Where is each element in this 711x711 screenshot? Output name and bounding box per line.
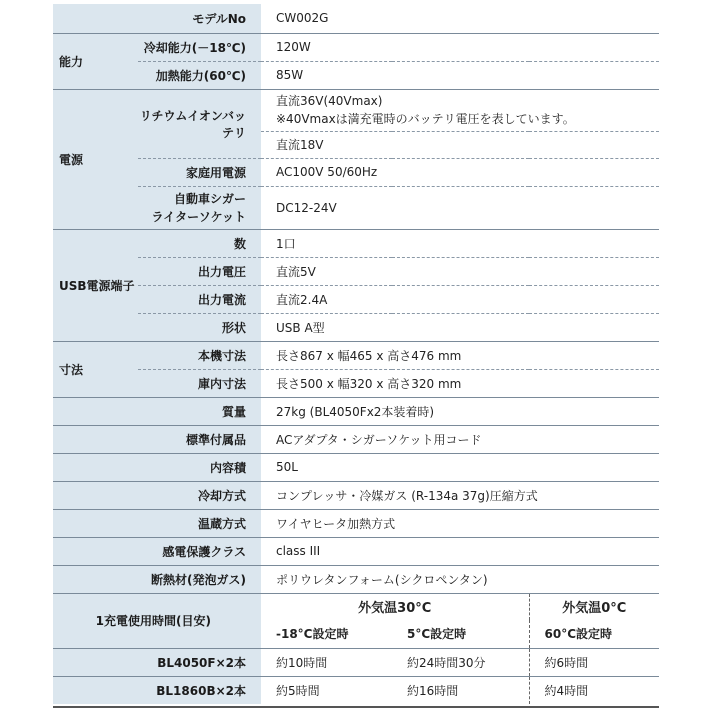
accessories-label: 標準付属品 (53, 425, 261, 453)
runtime-cell: 約24時間30分 (392, 648, 529, 676)
cooling-method-label: 冷却方式 (53, 481, 261, 509)
row-runtime-header (53, 593, 659, 620)
spec-table (53, 4, 659, 704)
cooling-capacity-value: 120W (261, 33, 659, 61)
usb-current-label: 出力電流 (138, 285, 261, 313)
row-battery-36v (53, 89, 659, 131)
runtime-header-30c: 外気温30°C (358, 601, 432, 617)
battery-value-line2: ※40Vmaxは満充電時のバッテリ電圧を表しています。 (276, 112, 575, 126)
car-socket-value: DC12-24V (261, 186, 659, 229)
row-heating-capacity (53, 61, 659, 89)
household-power-label: 家庭用電源 (138, 158, 261, 186)
row-mass (53, 397, 659, 425)
usb-count-label: 数 (138, 229, 261, 257)
row-household-power (53, 158, 659, 186)
row-temp-method (53, 509, 659, 537)
temp-method-label: 温蔵方式 (53, 509, 261, 537)
runtime-row (53, 648, 659, 676)
capacity-group-label: 能力 (53, 33, 138, 89)
battery-label: リチウムイオンバッテリ (138, 89, 261, 158)
runtime-sub-minus18: -18°C設定時 (261, 620, 392, 648)
body-dimensions-label: 本機寸法 (138, 341, 261, 369)
runtime-battery-label: BL1860B×2本 (53, 676, 261, 704)
car-socket-label-line2: ライターソケット (151, 209, 246, 224)
household-power-value: AC100V 50/60Hz (261, 158, 659, 186)
table-bottom-border (53, 706, 659, 708)
mass-value: 27kg (BL4050Fx2本装着時) (261, 397, 659, 425)
runtime-cell: 約16時間 (392, 676, 529, 704)
battery-value-line1: 直流36V(40Vmax) (276, 94, 383, 108)
power-group-label: 電源 (53, 89, 138, 229)
row-usb-voltage (53, 257, 659, 285)
shock-protection-label: 感電保護クラス (53, 537, 261, 565)
insulation-value: ポリウレタンフォーム(シクロペンタン) (261, 565, 659, 593)
car-socket-label (138, 186, 261, 229)
car-socket-label-line1: 自動車シガー (173, 191, 246, 206)
row-inner-dimensions (53, 369, 659, 397)
runtime-cell: 約5時間 (261, 676, 392, 704)
row-model (53, 4, 659, 33)
accessories-value: ACアダプタ・シガーソケット用コード (261, 425, 659, 453)
usb-shape-value: USB A型 (261, 313, 659, 341)
cooling-method-value: コンプレッサ・冷媒ガス (R-134a 37g)圧縮方式 (261, 481, 659, 509)
battery-value-18v: 直流18V (261, 131, 659, 158)
spec-table-container (53, 4, 659, 704)
shock-protection-value: class III (261, 537, 659, 565)
usb-count-value: 1口 (261, 229, 659, 257)
runtime-sub-60: 60°C設定時 (529, 620, 659, 648)
runtime-row (53, 676, 659, 704)
usb-shape-label: 形状 (138, 313, 261, 341)
model-label: モデルNo (53, 4, 261, 33)
row-car-socket (53, 186, 659, 229)
runtime-cell: 約4時間 (529, 676, 659, 704)
cooling-capacity-label: 冷却能力(－18℃) (138, 33, 261, 61)
row-usb-shape (53, 313, 659, 341)
battery-value-36v (261, 89, 659, 131)
dimensions-group-label: 寸法 (53, 341, 138, 397)
model-value: CW002G (261, 4, 659, 33)
mass-label: 質量 (53, 397, 261, 425)
volume-label: 内容積 (53, 453, 261, 481)
usb-group-label: USB電源端子 (53, 229, 138, 341)
inner-dimensions-label: 庫内寸法 (138, 369, 261, 397)
row-usb-count (53, 229, 659, 257)
runtime-header-0c: 外気温0°C (529, 593, 659, 620)
row-usb-current (53, 285, 659, 313)
runtime-sub-5: 5°C設定時 (392, 620, 529, 648)
heating-capacity-value: 85W (261, 61, 659, 89)
row-volume (53, 453, 659, 481)
heating-capacity-label: 加熱能力(60℃) (138, 61, 261, 89)
row-insulation (53, 565, 659, 593)
body-dimensions-value: 長さ867 x 幅465 x 高さ476 mm (261, 341, 659, 369)
runtime-battery-label: BL4050F×2本 (53, 648, 261, 676)
usb-current-value: 直流2.4A (261, 285, 659, 313)
usb-voltage-label: 出力電圧 (138, 257, 261, 285)
insulation-label: 断熱材(発泡ガス) (53, 565, 261, 593)
usb-voltage-value: 直流5V (261, 257, 659, 285)
row-shock-protection (53, 537, 659, 565)
row-accessories (53, 425, 659, 453)
runtime-cell: 約10時間 (261, 648, 392, 676)
temp-method-value: ワイヤヒータ加熱方式 (261, 509, 659, 537)
runtime-label: 1充電使用時間(目安) (53, 593, 261, 648)
row-cooling-method (53, 481, 659, 509)
row-body-dimensions (53, 341, 659, 369)
row-cooling-capacity (53, 33, 659, 61)
volume-value: 50L (261, 453, 659, 481)
inner-dimensions-value: 長さ500 x 幅320 x 高さ320 mm (261, 369, 659, 397)
runtime-cell: 約6時間 (529, 648, 659, 676)
